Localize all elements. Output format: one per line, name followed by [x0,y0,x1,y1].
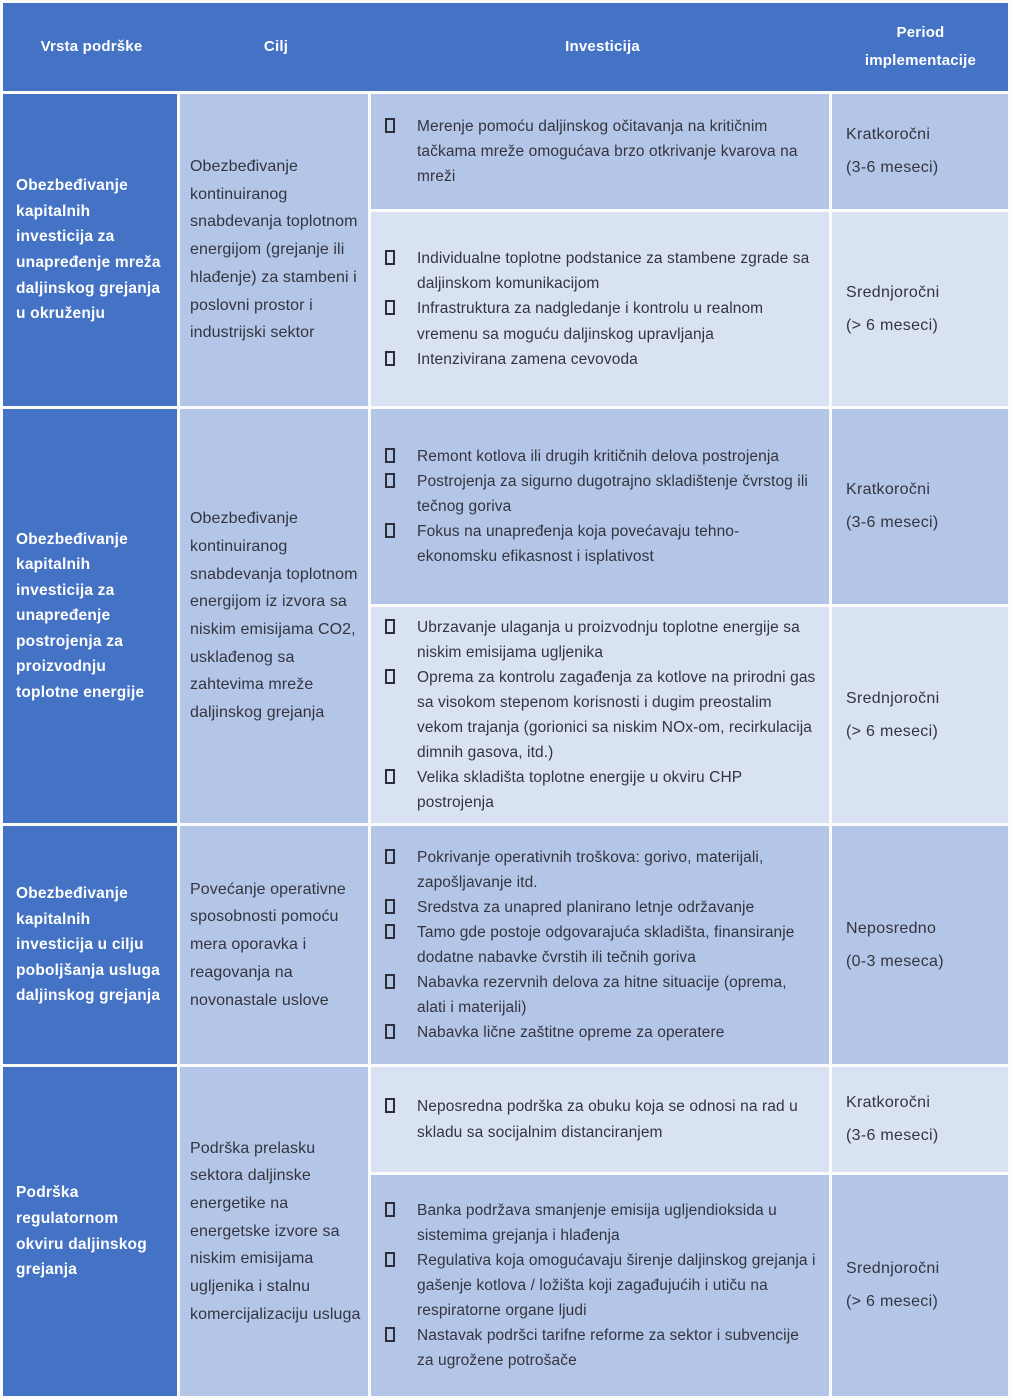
bullet-box-icon [385,769,395,784]
goal-text: Obezbeđivanje kontinuiranog snabdevanja toplotnom energijom (grejanje ili hlađenje) za stambeni i poslovni prostor i industrijski sektor [190,158,358,342]
support-type-text: Obezbeđivanje kapitalnih investicija u cilju poboljšanja usluga daljinskog grejanja [16,885,161,1005]
period-range: (3-6 meseci) [846,159,939,176]
bullet-box-icon [385,523,395,538]
period-cell [832,826,1008,1064]
investment-item-text: Postrojenja za sigurno dugotrajno skladištenje čvrstog ili tečnog goriva [417,472,808,515]
investment-item [385,444,817,469]
bullet-box-icon [385,351,395,366]
period-range: (> 6 meseci) [846,722,939,740]
investment-cell [371,1175,829,1396]
support-type-text: Obezbeđivanje kapitalnih investicija za unapređenje mreža daljinskog grejanja u okruženju [16,177,161,323]
investment-item-text: Banka podržava smanjenje emisija ugljendioksida u sistemima grejanja i hlađenja [417,1201,777,1244]
investment-item [385,920,817,970]
investment-item [385,615,817,665]
investment-cell [371,94,829,209]
column-header-period-implementacije: Period implementacije [864,23,977,69]
investment-item [385,1198,817,1248]
table-body [3,94,1008,1396]
investment-item [385,469,817,519]
bullet-box-icon [385,1098,395,1113]
investment-item-text: Pokrivanje operativnih troškova: gorivo, materijali, zapošljavanje itd. [417,848,764,891]
period-range: (> 6 meseci) [846,1293,939,1310]
period-term: Kratkoročni [846,126,931,143]
bullet-box-icon [385,250,395,265]
bullet-box-icon [385,1202,395,1217]
bullet-box-icon [385,1252,395,1267]
goal-cell [180,94,368,406]
investment-item-text: Oprema za kontrolu zagađenja za kotlove na prirodni gas sa visokom stepenom korisnosti i dugim preostalim vekom trajanja (gorionici sa niskim NOx-om, recirkulacija dimnih gasova, itd.) [417,668,816,762]
bullet-box-icon [385,619,395,634]
bullet-box-icon [385,448,395,463]
investment-item-text: Neposredna podrška za obuku koja se odnosi na rad u skladu sa socijalnim distanciranjem [417,1098,798,1141]
investment-cell [371,607,829,823]
investment-item [385,1020,817,1045]
bullet-box-icon [385,1327,395,1342]
bullet-box-icon [385,300,395,315]
investment-item-text: Infrastruktura za nadgledanje i kontrolu u realnom vremenu sa moguću daljinskog upravljanja [417,300,764,343]
period-cell [832,212,1008,406]
period-range: (0-3 meseca) [846,952,944,970]
investment-item-text: Tamo gde postoje odgovarajuća skladišta, finansiranje dodatne nabavke čvrstih ili tečnih goriva [417,923,795,966]
bullet-box-icon [385,849,395,864]
period-term: Srednjoročni [846,1260,940,1277]
column-header-investicija: Investicija [565,37,640,55]
investment-item-text: Velika skladišta toplotne energije u okviru CHP postrojenja [417,769,742,812]
investment-item [385,895,817,920]
investment-item [385,765,817,815]
period-term: Srednjoročni [846,689,940,707]
bullet-box-icon [385,669,395,684]
support-type-cell [3,409,177,823]
investment-item [385,246,817,296]
period-cell [832,409,1008,604]
bullet-box-icon [385,924,395,939]
period-term: Srednjoročni [846,283,940,301]
investment-item-text: Fokus na unapređenja koja povećavaju tehno-ekonomsku efikasnost i isplativost [417,523,740,566]
period-range: (> 6 meseci) [846,316,939,334]
bullet-box-icon [385,974,395,989]
investment-item-text: Sredstva za unapred planirano letnje održavanje [417,898,755,916]
period-cell [832,607,1008,823]
period-cell [832,94,1008,209]
investment-item-text: Intenzivirana zamena cevovoda [417,350,638,368]
period-cell [832,1175,1008,1396]
period-cell [832,1067,1008,1172]
support-type-text: Obezbeđivanje kapitalnih investicija za unapređenje postrojenja za proizvodnju toplotne energije [16,530,145,701]
investment-item-text: Individualne toplotne podstanice za stambene zgrade sa daljinskom komunikacijom [417,250,810,293]
investment-cell [371,1067,829,1172]
investment-item-text: Ubrzavanje ulaganja u proizvodnju toplotne energije sa niskim emisijama ugljenika [417,618,800,661]
investment-cell [371,826,829,1064]
investment-item-text: Merenje pomoću daljinskog očitavanja na kritičnim tačkama mreže omogućava brzo otkrivanje kvarova na mreži [417,117,798,186]
goal-text: Obezbeđivanje kontinuiranog snabdevanja toplotnom energijom iz izvora sa niskim emisijama CO2, usklađenog sa zahtevima mreže daljinskog grejanja [190,510,358,722]
column-header-vrsta-podrske: Vrsta podrške [40,37,143,55]
bullet-box-icon [385,118,395,133]
goal-cell [180,1067,368,1396]
investment-item [385,296,817,346]
period-range: (3-6 meseci) [846,514,939,531]
investment-item [385,1248,817,1323]
investment-item [385,1094,817,1144]
column-header-cilj: Cilj [263,37,289,55]
goal-text: Povećanje operativne sposobnosti pomoću mera oporavka i reagovanja na novonastale uslove [190,880,346,1009]
investment-item [385,970,817,1020]
investment-item-text: Nastavak podršci tarifne reforme za sektor i subvencije za ugrožene potrošače [417,1327,799,1370]
period-range: (3-6 meseci) [846,1127,939,1144]
investment-item [385,114,817,189]
investment-item [385,347,817,372]
period-term: Neposredno [846,919,937,937]
investment-item [385,1323,817,1373]
support-type-cell [3,94,177,406]
investment-item-text: Regulativa koja omogućavaju širenje daljinskog grejanja i gašenje kotlova / ložišta koji zagađujućih i utiču na respiratorne organe ljudi [417,1251,816,1320]
investment-item-text: Nabavka lične zaštitne opreme za operatere [417,1024,725,1042]
period-term: Kratkoročni [846,481,931,498]
period-term: Kratkoročni [846,1094,931,1111]
support-type-cell [3,826,177,1064]
table-header [3,3,1008,91]
support-type-text: Podrška regulatornom okviru daljinskog grejanja [16,1184,147,1279]
investment-item-text: Nabavka rezervnih delova za hitne situacije (oprema, alati i materijali) [417,974,787,1017]
bullet-box-icon [385,899,395,914]
investment-item [385,665,817,765]
investment-item [385,519,817,569]
goal-cell [180,826,368,1064]
investment-item [385,845,817,895]
support-type-cell [3,1067,177,1396]
goal-cell [180,409,368,823]
bullet-box-icon [385,473,395,488]
bullet-box-icon [385,1024,395,1039]
goal-text: Podrška prelasku sektora daljinske energetike na energetske izvore sa niskim emisijama ugljenika i stalnu komercijalizaciju usluga [190,1139,361,1323]
investment-item-text: Remont kotlova ili drugih kritičnih delova postrojenja [417,447,780,465]
investment-cell [371,409,829,604]
investment-cell [371,212,829,406]
